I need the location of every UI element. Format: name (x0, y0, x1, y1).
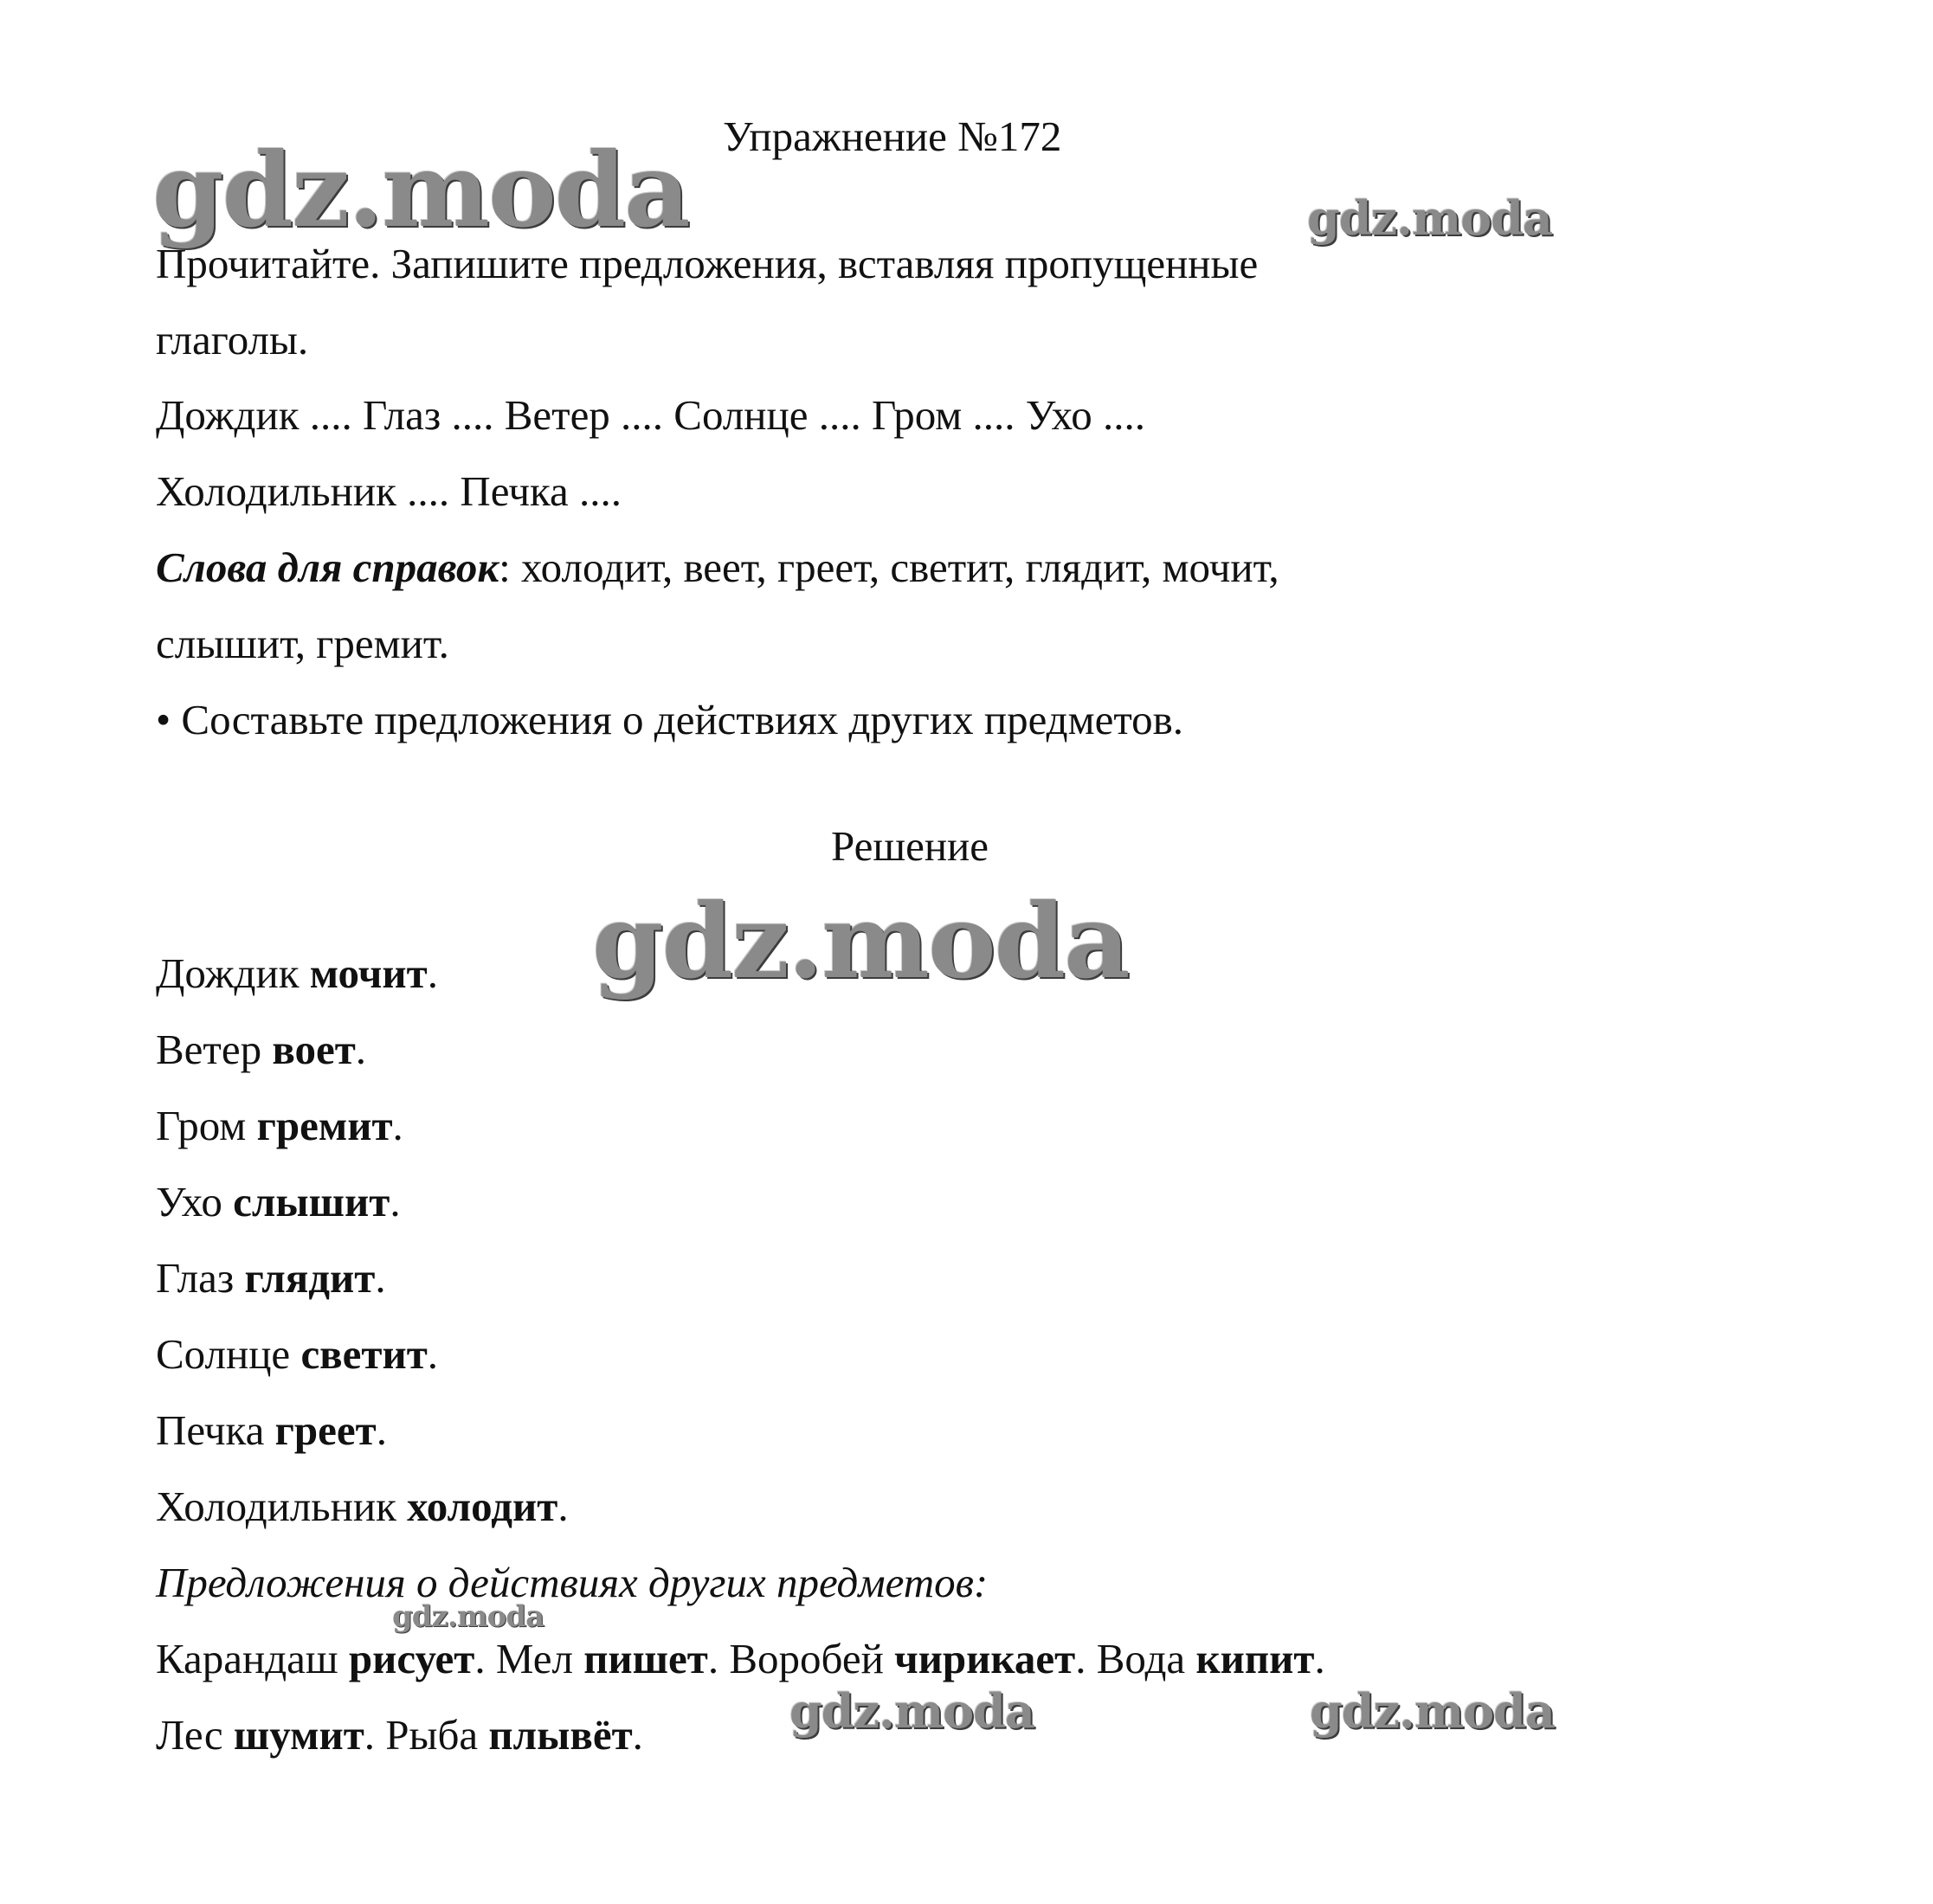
watermark-logo: gdz.moda (1307, 190, 1552, 246)
extra-task: • Составьте предложения о действиях других предметов. (156, 696, 1184, 743)
solution-heading: Решение (831, 822, 989, 870)
other-sentences-heading: Предложения о действиях других предметов: (156, 1559, 989, 1606)
solution-sentence: Дождик мочит. (156, 949, 438, 997)
solution-sentence: Печка греет. (156, 1406, 387, 1454)
watermark-logo: gdz.moda (1310, 1683, 1555, 1739)
solution-sentence: Ветер воет. (156, 1026, 367, 1073)
reference-words-line: слышит, гремит. (156, 620, 449, 667)
solution-sentence: Гром гремит. (156, 1102, 403, 1149)
other-sentences-line: Лес шумит. Рыба плывёт. (156, 1711, 643, 1759)
task-line: глаголы. (156, 316, 309, 363)
reference-label: Слова для справок (156, 544, 499, 591)
reference-words: : холодит, веет, греет, светит, глядит, мочит, (499, 544, 1279, 591)
watermark-logo: gdz.moda (789, 1683, 1034, 1739)
solution-sentence: Солнце светит. (156, 1330, 439, 1378)
task-line: Дождик .... Глаз .... Ветер .... Солнце .... Гром .... Ухо .... (156, 391, 1145, 439)
watermark-logo: gdz.moda (152, 130, 689, 250)
watermark-logo: gdz.moda (392, 1599, 544, 1634)
solution-sentence: Холодильник холодит. (156, 1483, 569, 1530)
task-line: Прочитайте. Запишите предложения, вставляя пропущенные (156, 240, 1259, 287)
solution-sentence: Ухо слышит. (156, 1178, 401, 1225)
exercise-title: Упражнение №172 (723, 113, 1062, 160)
solution-sentence: Глаз глядит. (156, 1254, 386, 1302)
other-sentences-line: Карандаш рисует. Мел пишет. Воробей чирикает. Вода кипит. (156, 1635, 1325, 1682)
watermark-logo: gdz.moda (592, 881, 1129, 1001)
reference-words-line (156, 546, 1279, 589)
task-line: Холодильник .... Печка .... (156, 467, 622, 515)
